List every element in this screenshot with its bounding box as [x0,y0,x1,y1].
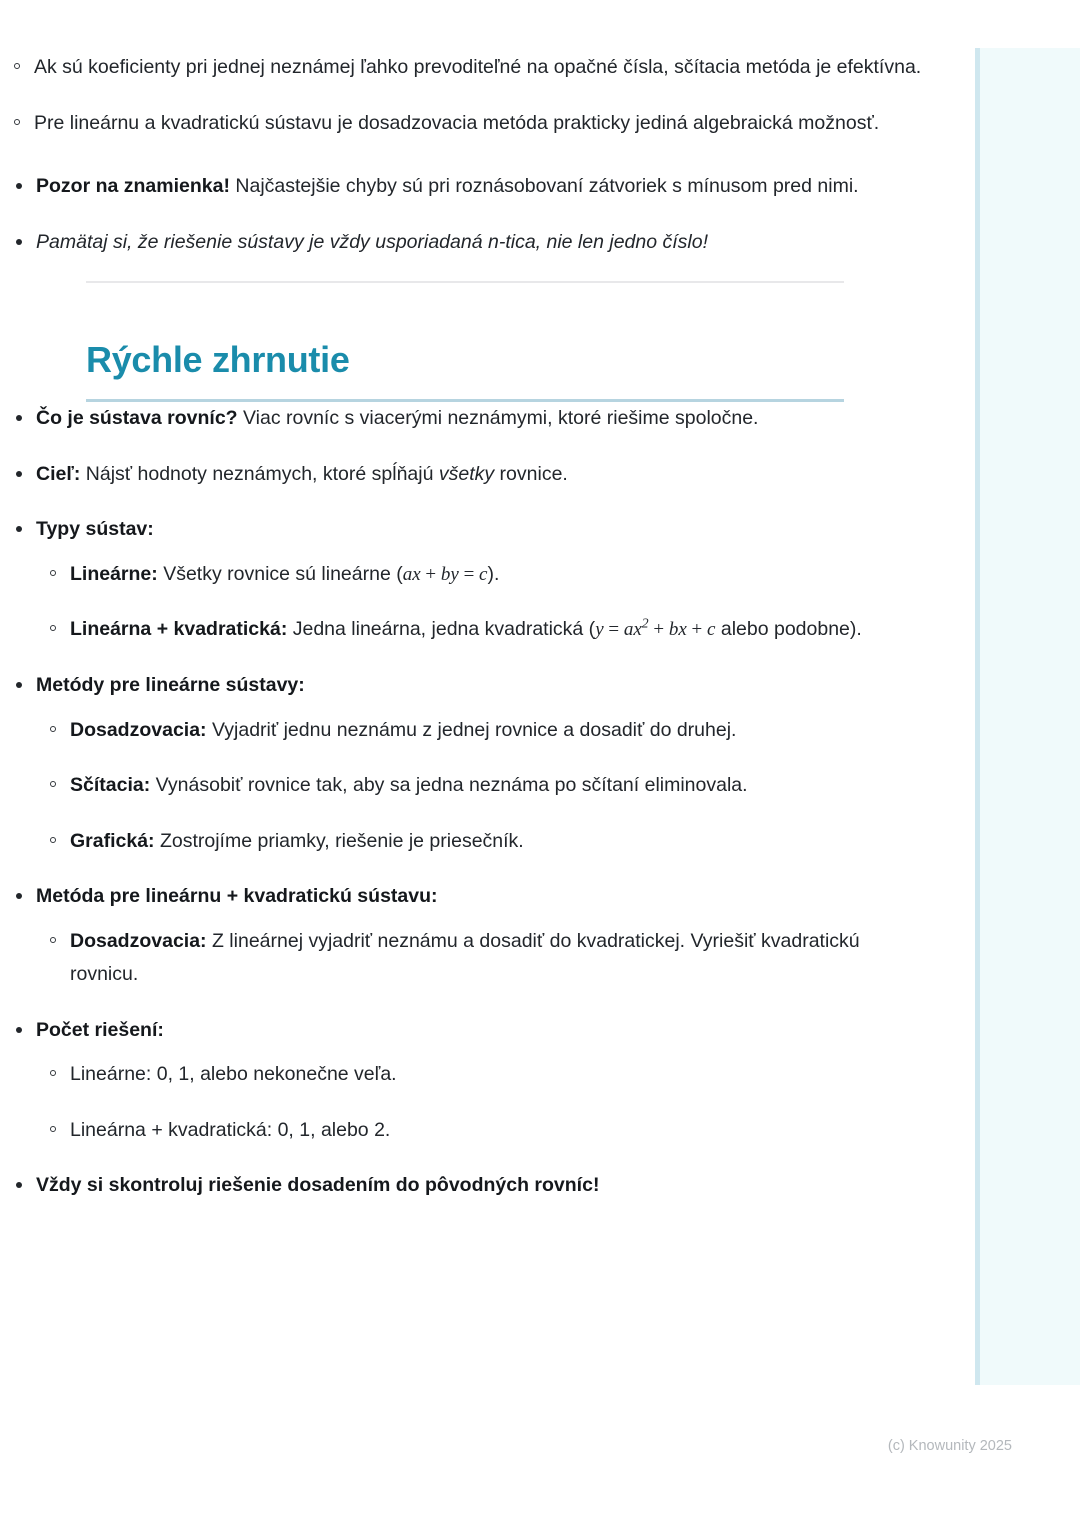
linear-lead: Lineárne: [70,562,158,585]
list-item-what-is-system [0,402,930,436]
warning-italic-note: Pamätaj si, že riešenie sústavy je vždy usporiadaná n-tica, nie len jedno číslo! [36,230,709,253]
linear-rest: Všetky rovnice sú lineárne ( [157,562,403,585]
graphical-lead: Grafická: [70,829,155,852]
goal-pre: Nájsť hodnoty neznámych, ktoré spĺňajú [80,462,439,485]
linquad-substitution-rest: Z lineárnej vyjadriť neznámu a dosadiť do kvadratickej. Vyriešiť kvadratickú rovnicu. [70,929,860,986]
copyright-footer: (c) Knowunity 2025 [887,1438,1012,1454]
goal-lead: Cieľ: [36,462,81,485]
count-linear-text: Lineárne: 0, 1, alebo nekonečne veľa. [70,1063,397,1086]
what-is-system-lead: Čo je sústava rovníc? [36,407,238,430]
list-item [0,226,930,260]
list-item-linquad-substitution [36,925,930,992]
graphical-rest: Zostrojíme priamky, riešenie je priesečník. [154,829,524,852]
summary-list [0,402,930,1203]
list-item-linear-methods [0,669,930,858]
linear-formula: ax + by = c [402,563,488,585]
list-item-count-linear [36,1058,930,1092]
decorative-side-band-edge [975,48,980,1385]
what-is-system-rest: Viac rovníc s viacerými neznámymi, ktoré riešime spoločne. [237,407,759,430]
goal-post: rovnice. [494,462,568,485]
list-item-linquad-method [0,880,930,992]
list-item-linear [36,558,930,592]
linquad-substitution-lead: Dosadzovacia: [70,929,207,952]
solution-count-sublist [36,1058,930,1147]
list-item-substitution [36,714,930,748]
linear-methods-lead: Metódy pre lineárne sústavy: [36,674,305,697]
intro-note-list [0,51,930,140]
types-lead: Typy sústav: [36,518,154,541]
list-item-goal [0,458,930,492]
solution-count-lead: Počet riešení: [36,1018,164,1041]
types-sublist [36,558,930,647]
final-note-text: Vždy si skontroluj riešenie dosadením do pôvodných rovníc! [36,1174,600,1197]
list-item-graphical [36,825,930,859]
substitution-lead: Dosadzovacia: [70,718,207,741]
section-divider [86,281,844,283]
substitution-rest: Vyjadriť jednu neznámu z jednej rovnice a dosadiť do druhej. [206,718,737,741]
linear-tail: ). [487,562,500,585]
linquad-formula: $y = ax^2$ + bx + c [595,616,716,641]
warning-lead: Pozor na znamienka! [36,175,230,198]
page-title: Rýchle zhrnutie [86,339,350,381]
decorative-side-band [975,48,1080,1385]
warning-rest: Najčastejšie chyby sú pri roznásobovaní zátvoriek s mínusom pred nimi. [229,175,859,198]
elimination-lead: Sčítacia: [70,774,151,797]
intro-note-text-1: Ak sú koeficienty pri jednej neznámej ľahko prevoditeľné na opačné čísla, sčítacia metóda je efektívna. [34,56,922,78]
intro-note-text-2: Pre lineárnu a kvadratickú sústavu je dosadzovacia metóda prakticky jediná algebraická možnosť. [34,111,880,134]
list-item-elimination [36,769,930,803]
warning-list [0,170,930,259]
list-item-count-linquad [36,1114,930,1148]
list-item-types [0,513,930,647]
count-linquad-text: Lineárna + kvadratická: 0, 1, alebo 2. [70,1118,391,1141]
linquad-method-lead: Metóda pre lineárnu + kvadratickú sústavu: [36,885,438,908]
elimination-rest: Vynásobiť rovnice tak, aby sa jedna neznáma po sčítaní eliminovala. [150,774,748,797]
list-item-linear-quadratic [36,613,930,647]
linear-methods-sublist [36,714,930,859]
linquad-tail: alebo podobne). [715,618,862,641]
list-item [0,51,930,85]
list-item [0,170,930,204]
linquad-rest: Jedna lineárna, jedna kvadratická ( [287,618,596,641]
linquad-lead: Lineárna + kvadratická: [70,618,288,641]
list-item-final-note [0,1169,930,1203]
list-item [0,107,930,141]
linquad-method-sublist [36,925,930,992]
list-item-solution-count [0,1014,930,1148]
goal-emphasis: všetky [438,462,495,485]
